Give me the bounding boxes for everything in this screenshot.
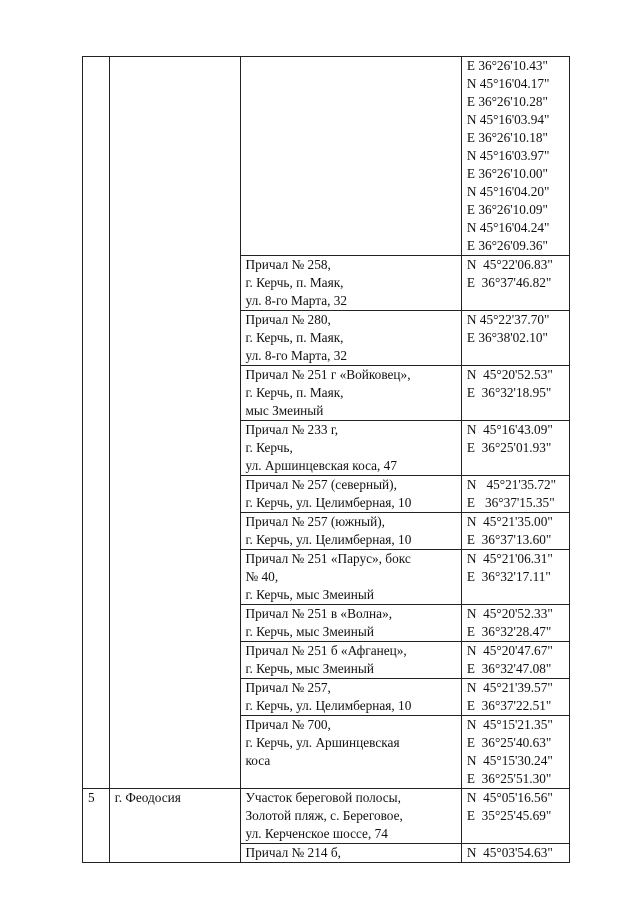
table-body bbox=[83, 57, 570, 863]
coord-line: N 45°15'21.35" bbox=[466, 717, 553, 732]
coord-line: E 36°26'10.43" bbox=[466, 58, 548, 73]
coords-cell bbox=[461, 844, 569, 863]
coord-line: E 36°26'10.00" bbox=[466, 166, 548, 181]
name-cell bbox=[240, 789, 461, 844]
name-line: Причал № 257 (северный), bbox=[245, 477, 397, 492]
coord-line: E 36°25'40.63" bbox=[466, 735, 552, 750]
name-line: Причал № 257, bbox=[245, 680, 331, 695]
name-line: г. Керчь, мыс Змеиный bbox=[245, 624, 374, 639]
name-line: г. Керчь, мыс Змеиный bbox=[245, 587, 374, 602]
name-line: ул. Аршинцевская коса, 47 bbox=[245, 458, 397, 473]
name-line: Причал № 233 г, bbox=[245, 422, 339, 437]
name-line: Причал № 251 г «Войковец», bbox=[245, 367, 411, 382]
coord-line: N 45°05'16.56" bbox=[466, 790, 553, 805]
coord-line: N 45°21'39.57" bbox=[466, 680, 553, 695]
coord-line: E 36°26'10.28" bbox=[466, 94, 548, 109]
name-line: г. Керчь, п. Маяк, bbox=[245, 385, 344, 400]
name-cell bbox=[240, 311, 461, 366]
coord-line: E 35°25'45.69" bbox=[466, 808, 552, 823]
coord-line: N 45°16'03.94" bbox=[466, 112, 550, 127]
name-cell bbox=[240, 605, 461, 642]
coord-line: N 45°21'35.00" bbox=[466, 514, 553, 529]
coord-line: E 36°37'15.35" bbox=[466, 495, 555, 510]
name-line: г. Керчь, ул. Целимберная, 10 bbox=[245, 532, 412, 547]
city-cell bbox=[109, 57, 240, 789]
name-cell bbox=[240, 679, 461, 716]
name-line: ул. 8-го Марта, 32 bbox=[245, 348, 348, 363]
table-row bbox=[83, 57, 570, 256]
coord-line: E 36°26'09.36" bbox=[466, 238, 548, 253]
coords-cell bbox=[461, 366, 569, 421]
name-line: Причал № 251 в «Волна», bbox=[245, 606, 393, 621]
coord-line: E 36°37'46.82" bbox=[466, 275, 552, 290]
coords-cell bbox=[461, 550, 569, 605]
name-cell bbox=[240, 716, 461, 789]
coord-line: E 36°26'10.18" bbox=[466, 130, 548, 145]
coord-line: N 45°03'54.63" bbox=[466, 845, 553, 860]
name-line: г. Керчь, ул. Аршинцевская bbox=[245, 735, 400, 750]
row-number-cell: 5 bbox=[83, 789, 110, 863]
coord-line: N 45°20'52.33" bbox=[466, 606, 553, 621]
coords-cell bbox=[461, 256, 569, 311]
coords-cell bbox=[461, 605, 569, 642]
name-line: Золотой пляж, с. Береговое, bbox=[245, 808, 403, 823]
name-cell bbox=[240, 513, 461, 550]
coord-line: N 45°20'47.67" bbox=[466, 643, 553, 658]
coord-line: N 45°16'04.17" bbox=[466, 76, 550, 91]
name-cell bbox=[240, 844, 461, 863]
coords-cell bbox=[461, 679, 569, 716]
name-line: ул. Керченское шоссе, 74 bbox=[245, 826, 388, 841]
name-line: № 40, bbox=[245, 569, 279, 584]
name-cell bbox=[240, 476, 461, 513]
coord-line: N 45°21'35.72" bbox=[466, 477, 557, 492]
name-cell bbox=[240, 642, 461, 679]
name-line: мыс Змеиный bbox=[245, 403, 324, 418]
coords-cell bbox=[461, 57, 569, 256]
city-cell: г. Феодосия bbox=[109, 789, 240, 863]
coord-line: E 36°32'17.11" bbox=[466, 569, 551, 584]
coord-line: E 36°26'10.09" bbox=[466, 202, 548, 217]
name-line: Причал № 700, bbox=[245, 717, 331, 732]
name-line: коса bbox=[245, 753, 271, 768]
coords-cell bbox=[461, 476, 569, 513]
name-line: г. Керчь, ул. Целимберная, 10 bbox=[245, 495, 412, 510]
coord-line: N 45°16'43.09" bbox=[466, 422, 553, 437]
name-line: Участок береговой полосы, bbox=[245, 790, 401, 805]
coord-line: E 36°25'51.30" bbox=[466, 771, 552, 786]
name-line: г. Керчь, мыс Змеиный bbox=[245, 661, 374, 676]
name-cell bbox=[240, 57, 461, 256]
name-line: г. Керчь, п. Маяк, bbox=[245, 275, 344, 290]
coord-line: N 45°21'06.31" bbox=[466, 551, 553, 566]
name-cell bbox=[240, 421, 461, 476]
table-row bbox=[83, 789, 570, 844]
coord-line: E 36°37'13.60" bbox=[466, 532, 552, 547]
coords-cell bbox=[461, 513, 569, 550]
name-line: Причал № 251 «Парус», бокс bbox=[245, 551, 411, 566]
row-number-cell bbox=[83, 57, 110, 789]
name-cell bbox=[240, 256, 461, 311]
coord-line: N 45°16'04.24" bbox=[466, 220, 550, 235]
name-line: г. Керчь, ул. Целимберная, 10 bbox=[245, 698, 412, 713]
coord-line: E 36°32'18.95" bbox=[466, 385, 552, 400]
coord-line: E 36°38'02.10" bbox=[466, 330, 548, 345]
coord-line: N 45°22'06.83" bbox=[466, 257, 553, 272]
coord-line: E 36°37'22.51" bbox=[466, 698, 552, 713]
name-line: Причал № 258, bbox=[245, 257, 331, 272]
coord-line: E 36°25'01.93" bbox=[466, 440, 552, 455]
coordinates-table bbox=[82, 56, 570, 863]
name-line: г. Керчь, bbox=[245, 440, 293, 455]
name-cell bbox=[240, 550, 461, 605]
coord-line: N 45°16'03.97" bbox=[466, 148, 550, 163]
name-cell bbox=[240, 366, 461, 421]
coord-line: E 36°32'47.08" bbox=[466, 661, 552, 676]
name-line: ул. 8-го Марта, 32 bbox=[245, 293, 348, 308]
name-line: Причал № 251 б «Афганец», bbox=[245, 643, 407, 658]
coord-line: E 36°32'28.47" bbox=[466, 624, 552, 639]
coord-line: N 45°15'30.24" bbox=[466, 753, 553, 768]
coords-cell bbox=[461, 716, 569, 789]
name-line: Причал № 214 б, bbox=[245, 845, 341, 860]
coords-cell bbox=[461, 311, 569, 366]
coords-cell bbox=[461, 642, 569, 679]
coords-cell bbox=[461, 421, 569, 476]
coords-cell bbox=[461, 789, 569, 844]
coord-line: N 45°20'52.53" bbox=[466, 367, 553, 382]
name-line: г. Керчь, п. Маяк, bbox=[245, 330, 344, 345]
coord-line: N 45°16'04.20" bbox=[466, 184, 550, 199]
coord-line: N 45°22'37.70" bbox=[466, 312, 550, 327]
name-line: Причал № 257 (южный), bbox=[245, 514, 385, 529]
name-line: Причал № 280, bbox=[245, 312, 331, 327]
